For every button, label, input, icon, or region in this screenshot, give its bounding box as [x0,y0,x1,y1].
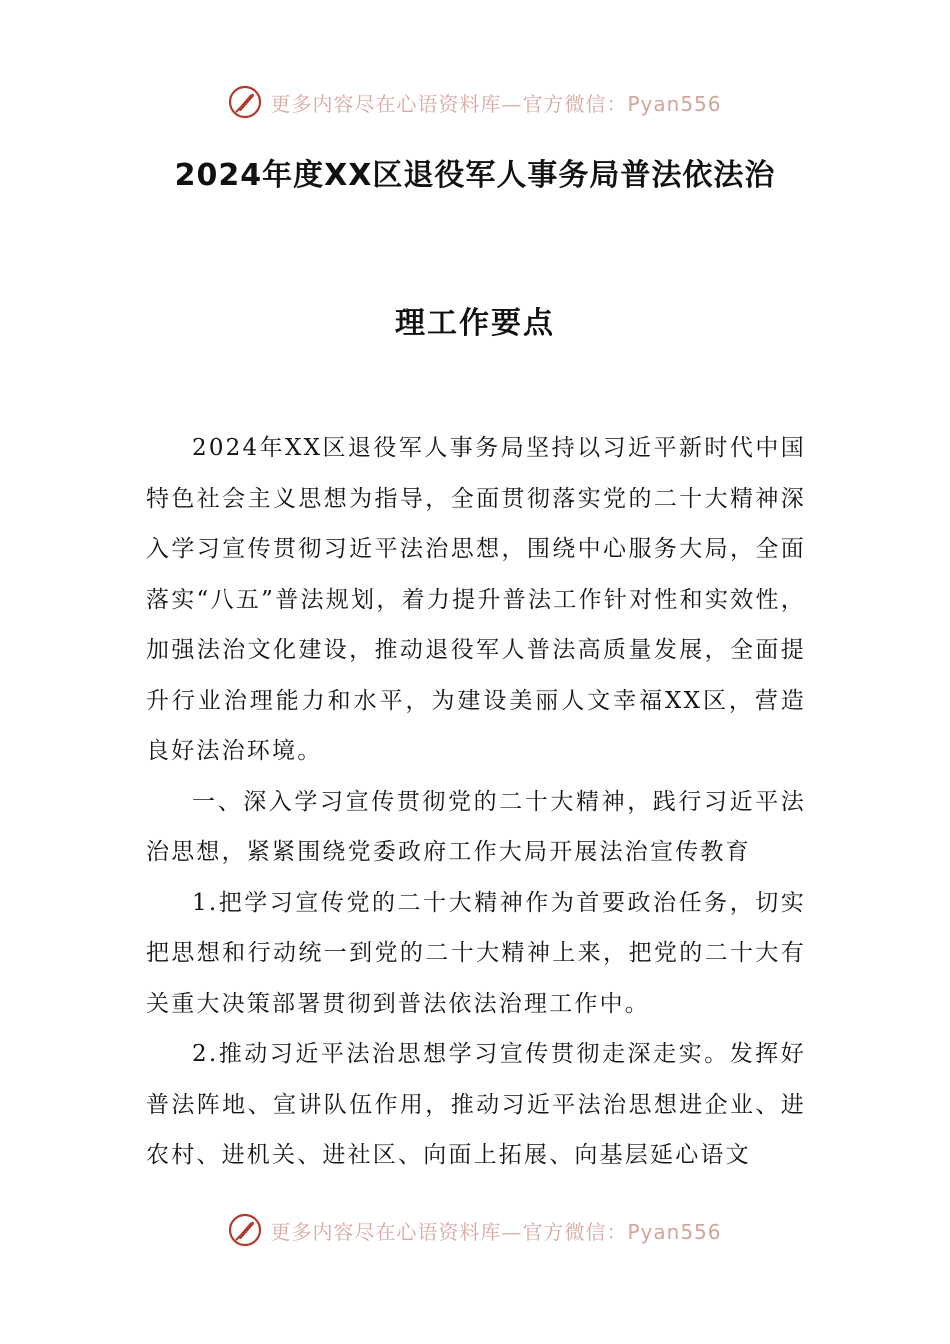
quill-pen-logo-icon [228,1213,262,1247]
watermark-footer [0,1210,950,1250]
quill-pen-logo-icon [228,85,262,119]
section-heading-1: 一、深入学习宣传贯彻党的二十大精神，践行习近平法治思想，紧紧围绕党委政府工作大局开展法治宣传教育 [146,788,806,865]
document-title-line-2: 理工作要点 [395,306,555,341]
watermark-wechat-id: Pyan556 [627,1219,722,1244]
item-paragraph-2: 2.推动习近平法治思想学习宣传贯彻走深走实。发挥好普法阵地、宣讲队伍作用，推动习近平法治思想进企业、进农村、进机关、进社区、向面上拓展、向基层延心语文 [146,1041,806,1168]
document-title-line-1: 2024年度XX区退役军人事务局普法依法治 [174,158,776,193]
intro-paragraph: 2024年XX区退役军人事务局坚持以习近平新时代中国特色社会主义思想为指导，全面贯彻落实党的二十大精神深入学习宣传贯彻习近平法治思想，围绕中心服务大局，全面落实“八五”普法规划，着力提升普法工作针对性和实效性，加强法治文化建设，推动退役军人普法高质量发展，全面提升行业治理能力和水平，为建设美丽人文幸福XX区，营造良好法治环境。 [146,435,806,764]
watermark-wechat-id: Pyan556 [627,91,722,116]
item-paragraph-1: 1.把学习宣传党的二十大精神作为首要政治任务，切实把思想和行动统一到党的二十大精神上来，把党的二十大有关重大决策部署贯彻到普法依法治理工作中。 [146,889,806,1017]
watermark-text: 更多内容尽在心语资料库—官方微信：Pyan556 [270,1219,722,1244]
watermark-text: 更多内容尽在心语资料库—官方微信：Pyan556 [270,91,722,116]
document-body [146,423,806,1181]
watermark-header [0,82,950,122]
